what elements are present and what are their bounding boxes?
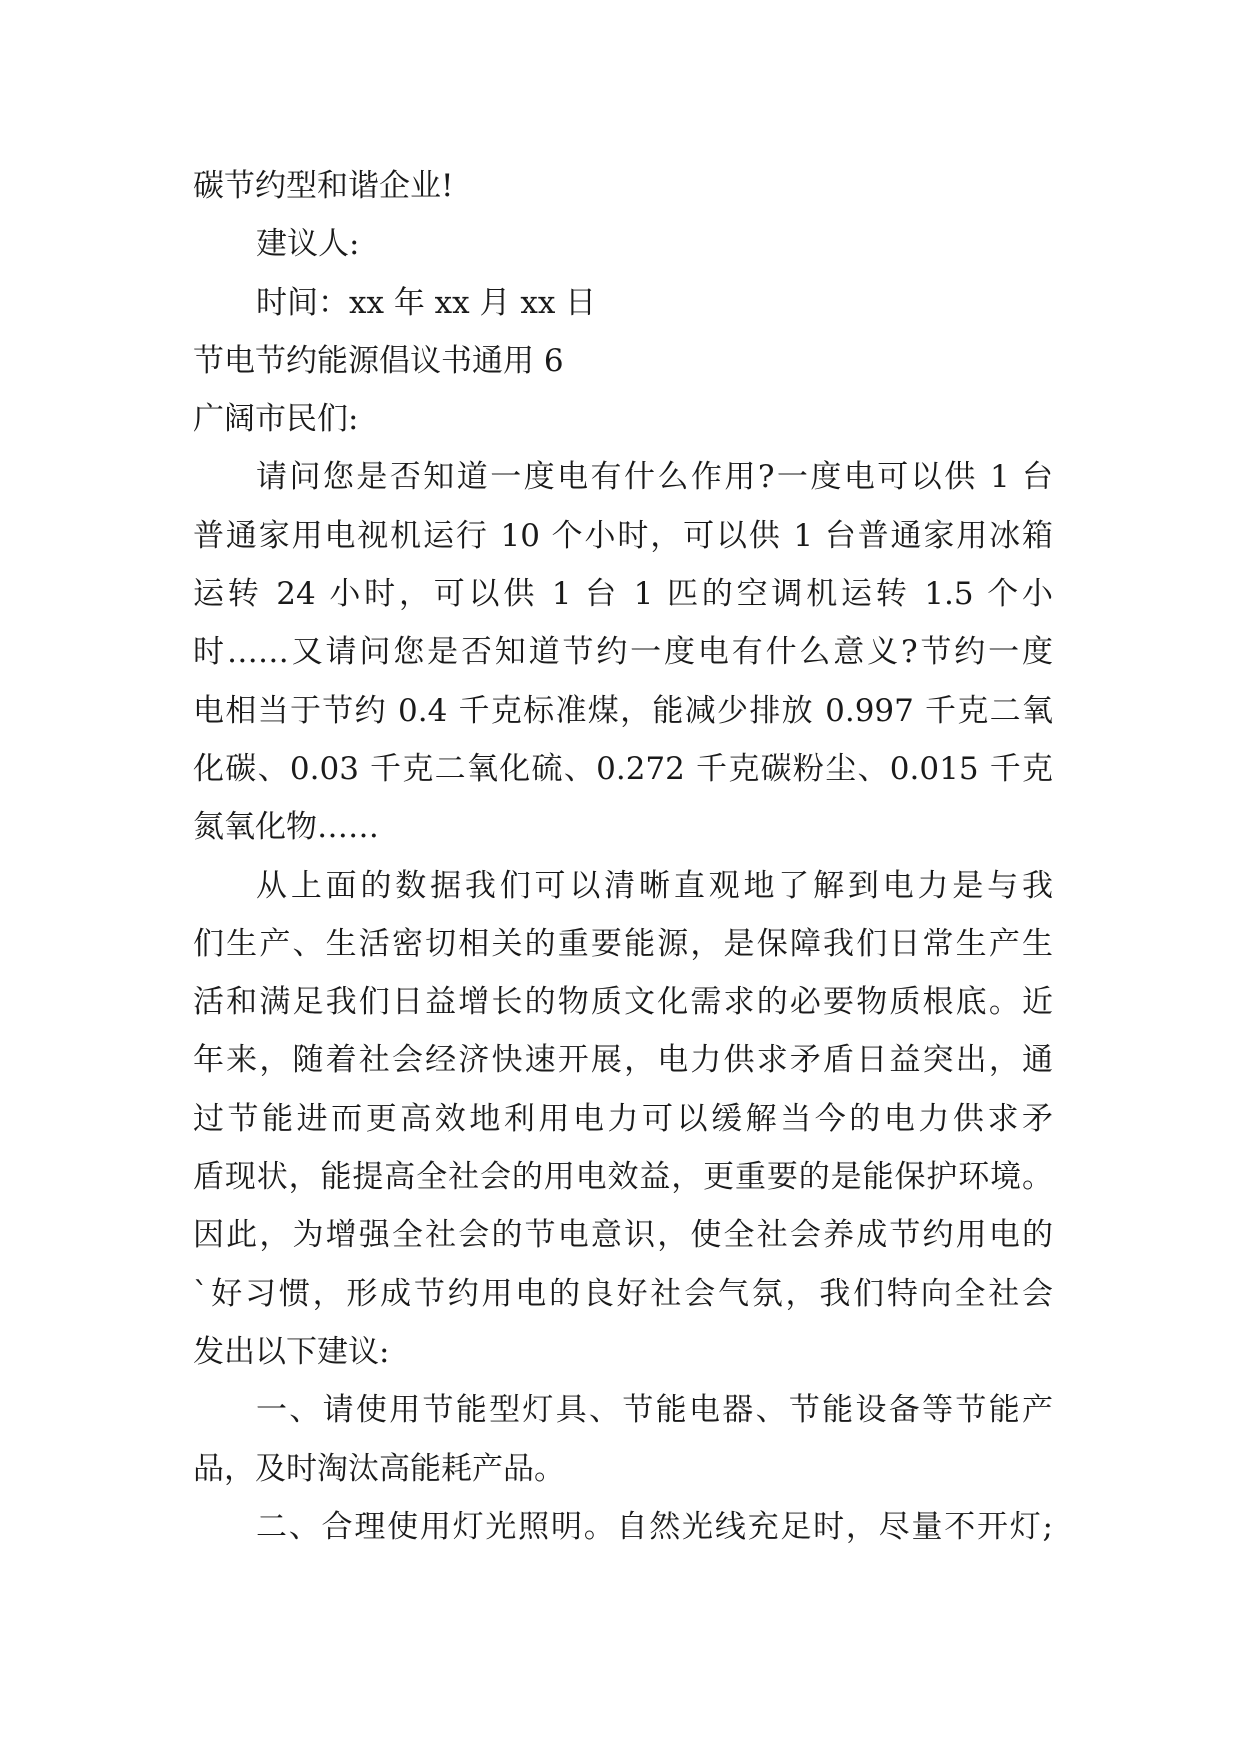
- date-line: 时间：xx 年 xx 月 xx 日: [256, 284, 597, 321]
- paragraph-line: 运转 24 小时，可以供 1 台 1 匹的空调机运转 1.5 个小: [193, 576, 1053, 613]
- closing-line: 碳节约型和谐企业!: [193, 168, 454, 204]
- paragraph-line: 普通家用电视机运行 10 个小时，可以供 1 台普通家用冰箱: [193, 517, 1053, 554]
- paragraph-line: 过节能进而更高效地利用电力可以缓解当今的电力供求矛: [193, 1100, 1053, 1137]
- paragraph-line: 化碳、0.03 千克二氧化硫、0.272 千克碳粉尘、0.015 千克: [193, 750, 1053, 787]
- salutation: 广阔市民们:: [193, 401, 359, 438]
- paragraph-line: 时……又请问您是否知道节约一度电有什么意义?节约一度: [193, 634, 1053, 671]
- paragraph-line: 年来，随着社会经济快速开展，电力供求矛盾日益突出，通: [193, 1042, 1053, 1079]
- paragraph-line: `好习惯，形成节约用电的良好社会气氛，我们特向全社会: [193, 1275, 1053, 1312]
- paragraph-line: 活和满足我们日益增长的物质文化需求的必要物质根底。近: [193, 984, 1053, 1021]
- proposal-item: 品，及时淘汰高能耗产品。: [193, 1450, 565, 1487]
- proposer-line: 建议人:: [256, 226, 360, 263]
- paragraph-line: 从上面的数据我们可以清晰直观地了解到电力是与我: [256, 867, 1053, 904]
- proposal-item: 一、请使用节能型灯具、节能电器、节能设备等节能产: [256, 1392, 1053, 1429]
- paragraph-line: 电相当于节约 0.4 千克标准煤，能减少排放 0.997 千克二氧: [193, 692, 1053, 729]
- proposal-item: 二、合理使用灯光照明。自然光线充足时，尽量不开灯;: [256, 1508, 1053, 1545]
- paragraph-line: 因此，为增强全社会的节电意识，使全社会养成节约用电的: [193, 1217, 1053, 1254]
- paragraph-line: 盾现状，能提高全社会的用电效益，更重要的是能保护环境。: [193, 1159, 1053, 1196]
- document-body: [193, 157, 1053, 1556]
- section-title: 节电节约能源倡议书通用 6: [193, 342, 564, 379]
- paragraph-line: 请问您是否知道一度电有什么作用?一度电可以供 1 台: [256, 459, 1053, 496]
- paragraph-line: 发出以下建议:: [193, 1333, 390, 1370]
- paragraph-line: 们生产、生活密切相关的重要能源，是保障我们日常生产生: [193, 925, 1053, 962]
- paragraph-line: 氮氧化物……: [193, 809, 379, 846]
